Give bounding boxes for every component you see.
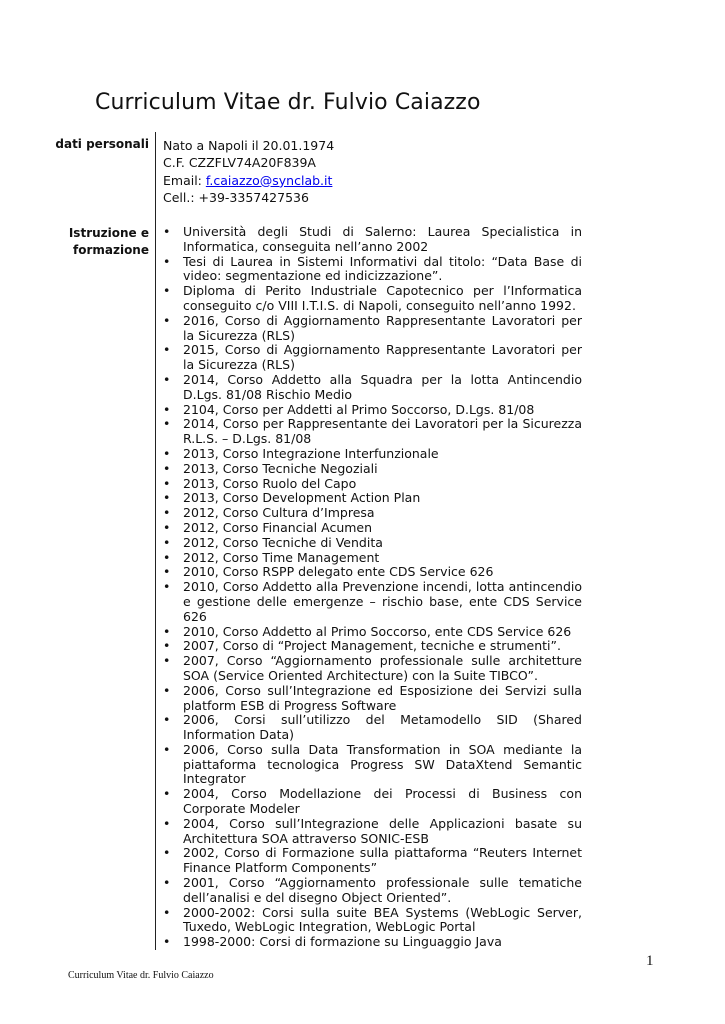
list-item: • 2007, Corso di “Project Management, tecniche e strumenti”.: [163, 639, 582, 654]
list-item: • Diploma di Perito Industriale Capotecnico per l’Informatica conseguito c/o VIII I.T.I.S. di Napoli, conseguito nell’anno 1992.: [163, 284, 582, 314]
list-item: • 2012, Corso Cultura d’Impresa: [163, 506, 582, 521]
list-item: • 2013, Corso Ruolo del Capo: [163, 477, 582, 492]
section-label-education-line1: Istruzione e: [68, 226, 149, 240]
list-item: • 2001, Corso “Aggiornamento professionale sulle tematiche dell’analisi e del disegno Object Oriented”.: [163, 876, 582, 906]
list-item: • 2006, Corsi sull’utilizzo del Metamodello SID (Shared Information Data): [163, 713, 582, 743]
email-prefix: Email:: [163, 172, 206, 188]
birth-info: Nato a Napoli il 20.01.1974: [163, 138, 335, 153]
list-item: • 2004, Corso sull’Integrazione delle Applicazioni basate su Architettura SOA attraverso SONIC-ESB: [163, 817, 582, 847]
education-list: [163, 225, 582, 950]
list-item: • 2014, Corso Addetto alla Squadra per la lotta Antincendio D.Lgs. 81/08 Rischio Medio: [163, 373, 582, 403]
tax-code: C.F. CZZFLV74A20F839A: [163, 155, 316, 171]
page-number: 1: [646, 953, 654, 969]
list-item: • 2010, Corso Addetto al Primo Soccorso, ente CDS Service 626: [163, 625, 582, 640]
list-item: • 2014, Corso per Rappresentante dei Lavoratori per la Sicurezza R.L.S. – D.Lgs. 81/08: [163, 417, 582, 447]
list-item: • 2007, Corso “Aggiornamento professionale sulle architetture SOA (Service Oriented Architecture) con la Suite TIBCO”.: [163, 654, 582, 684]
list-item: • 2010, Corso RSPP delegato ente CDS Service 626: [163, 565, 582, 580]
list-item: • 2013, Corso Tecniche Negoziali: [163, 462, 582, 477]
list-item: • 2002, Corso di Formazione sulla piattaforma “Reuters Internet Finance Platform Components”: [163, 846, 582, 876]
list-item: • 2012, Corso Financial Acumen: [163, 521, 582, 536]
section-label-education-line2: formazione: [72, 243, 149, 257]
list-item: • 2006, Corso sull’Integrazione ed Esposizione dei Servizi sulla platform ESB di Progress Software: [163, 684, 582, 714]
personal-data-block: [163, 137, 334, 207]
list-item: • 2012, Corso Tecniche di Vendita: [163, 536, 582, 551]
phone-number: Cell.: +39-3357427536: [163, 190, 309, 206]
email-link[interactable]: f.caiazzo@synclab.it: [205, 172, 333, 188]
list-item: • 2016, Corso di Aggiornamento Rappresentante Lavoratori per la Sicurezza (RLS): [163, 314, 582, 344]
list-item: • Tesi di Laurea in Sistemi Informativi dal titolo: “Data Base di video: segmentazione ed indicizzazione”.: [163, 255, 582, 285]
list-item: • 2104, Corso per Addetti al Primo Soccorso, D.Lgs. 81/08: [163, 403, 582, 418]
list-item: • 1998-2000: Corsi di formazione su Linguaggio Java: [163, 935, 582, 950]
list-item: • 2013, Corso Integrazione Interfunzionale: [163, 447, 582, 462]
section-label-personal: dati personali: [55, 137, 149, 151]
document-title: Curriculum Vitae dr. Fulvio Caiazzo: [95, 90, 481, 115]
list-item: • 2000-2002: Corsi sulla suite BEA Systems (WebLogic Server, Tuxedo, WebLogic Integration, WebLogic Portal: [163, 906, 582, 936]
list-item: • 2013, Corso Development Action Plan: [163, 491, 582, 506]
list-item: • Università degli Studi di Salerno: Laurea Specialistica in Informatica, conseguita nell’anno 2002: [163, 225, 582, 255]
list-item: • 2006, Corso sulla Data Transformation in SOA mediante la piattaforma tecnologica Progress SW DataXtend Semantic Integrator: [163, 743, 582, 787]
list-item: • 2004, Corso Modellazione dei Processi di Business con Corporate Modeler: [163, 787, 582, 817]
section-label-education: [9, 225, 149, 259]
list-item: • 2012, Corso Time Management: [163, 551, 582, 566]
section-divider-line: [155, 132, 156, 950]
email-line: [163, 172, 334, 189]
list-item: • 2015, Corso di Aggiornamento Rappresentante Lavoratori per la Sicurezza (RLS): [163, 343, 582, 373]
page-footer: Curriculum Vitae dr. Fulvio Caiazzo: [68, 970, 214, 981]
list-item: • 2010, Corso Addetto alla Prevenzione incendi, lotta antincendio e gestione delle emergenze – rischio base, ente CDS Service 626: [163, 580, 582, 624]
